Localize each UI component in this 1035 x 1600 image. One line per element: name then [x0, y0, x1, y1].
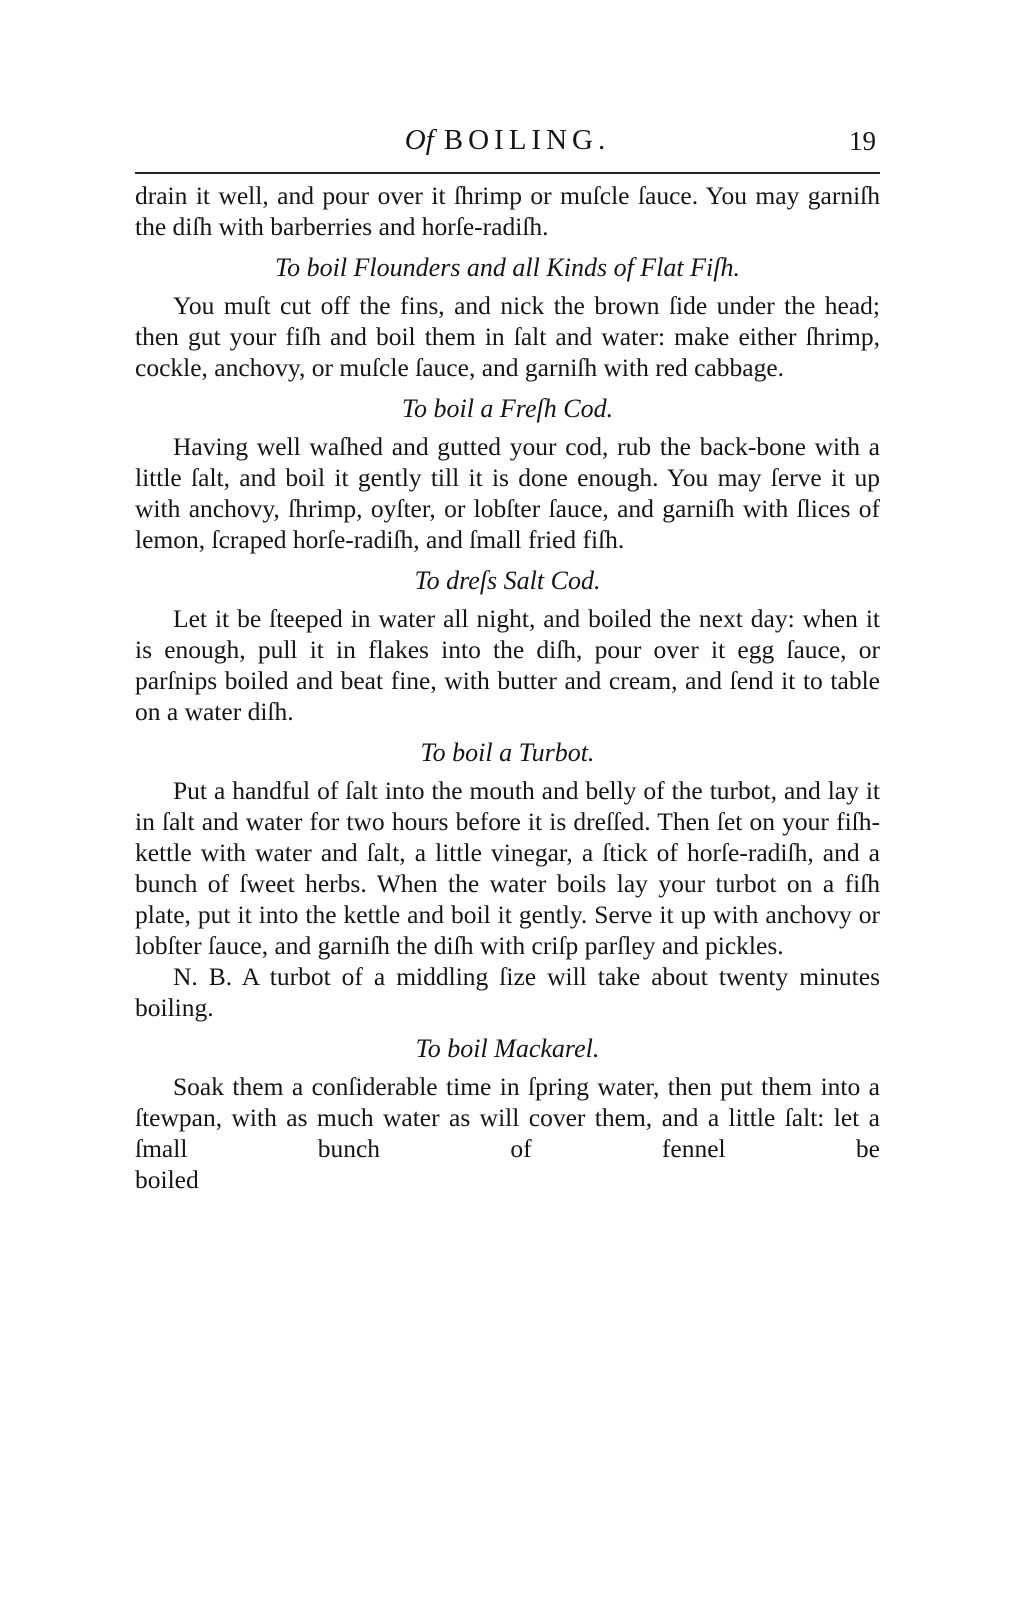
paragraph-salt-cod: Let it be ſteeped in water all night, and boiled the next day: when it is enough, pull it in flakes into the diſh, pour over it egg ſauce, or parſnips boiled and beat fine, with butter and cream, and ſend it to table on a water diſh. [135, 604, 880, 726]
running-head [135, 120, 880, 166]
paragraph-mackarel: Soak them a conſiderable time in ſpring water, then put them into a ſtewpan, with as much water as will cover them, and a little ſalt: let a ſmall bunch of fennel be [135, 1072, 880, 1163]
paragraph-fresh-cod: Having well waſhed and gutted your cod, rub the back-bone with a little ſalt, and boil it gently till it is done enough. You may ſerve it up with anchovy, ſhrimp, oyſter, or lobſter ſauce, and garniſh with ſlices of lemon, ſcraped horſe-radiſh, and ſmall fried fiſh. [135, 432, 880, 554]
page-body [135, 180, 880, 1195]
running-title-text: BOILING. [443, 124, 611, 156]
header-rule [135, 172, 880, 174]
catchword: boiled [135, 1165, 199, 1194]
paragraph-turbot-note: N. B. A turbot of a middling ſize will take about twenty minutes boiling. [135, 962, 880, 1022]
running-title-of: Of [404, 124, 434, 156]
section-heading-flounders: To boil Flounders and all Kinds of Flat Fiſh. [275, 253, 740, 282]
section-heading-fresh-cod: To boil a Freſh Cod. [401, 394, 614, 423]
section-heading-turbot: To boil a Turbot. [420, 738, 595, 767]
running-title [135, 124, 880, 157]
paragraph-flounders: You muſt cut off the fins, and nick the brown ſide under the head; then gut your fiſh and boil them in ſalt and water: make either ſhrimp, cockle, anchovy, or muſcle ſauce, and garniſh with red cabbage. [135, 291, 880, 382]
paragraph-turbot: Put a handful of ſalt into the mouth and belly of the turbot, and lay it in ſalt and water for two hours before it is dreſſed. Then ſet on your fiſh-kettle with water and ſalt, a little vinegar, a ſtick of horſe-radiſh, and a bunch of ſweet herbs. When the water boils lay your turbot on a fiſh plate, put it into the kettle and boil it gently. Serve it up with anchovy or lobſter ſauce, and garniſh the diſh with criſp parſley and pickles. [135, 776, 880, 960]
continued-paragraph: drain it well, and pour over it ſhrimp or muſcle ſauce. You may garniſh the diſh with barberries and horſe-radiſh. [135, 181, 880, 241]
page-number: 19 [849, 126, 876, 156]
section-heading-mackarel: To boil Mackarel. [415, 1034, 600, 1063]
section-heading-salt-cod: To dreſs Salt Cod. [414, 566, 601, 595]
